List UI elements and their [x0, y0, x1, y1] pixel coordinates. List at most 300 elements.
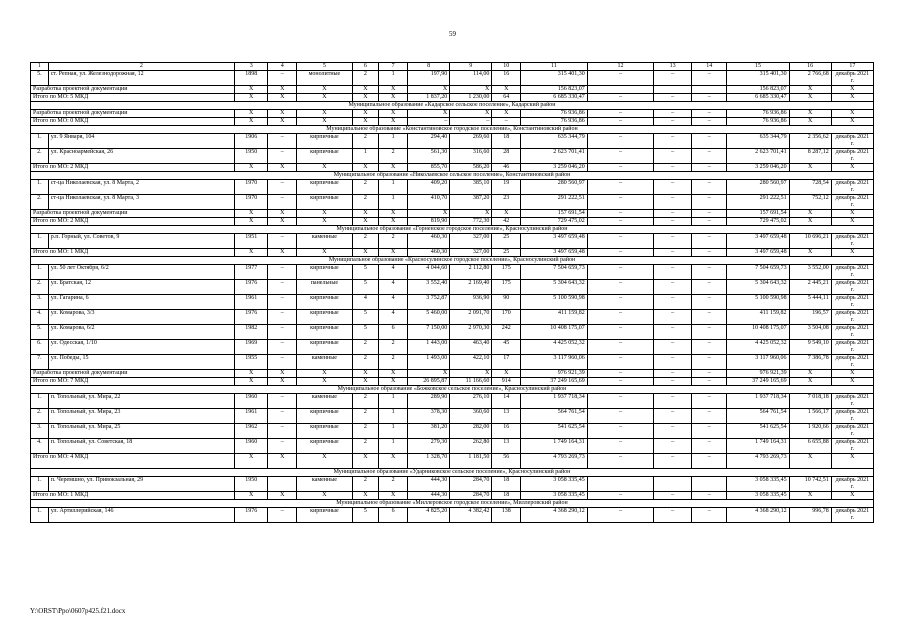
table-cell: 6: [379, 325, 408, 340]
table-cell: 976 921,39: [727, 370, 789, 378]
table-cell: 1970: [235, 195, 268, 210]
table-cell: ст-ца Николаевская, ул. 8 Марта, 2: [48, 180, 234, 195]
table-cell: 2: [352, 340, 379, 355]
table-cell: 280 560,97: [727, 180, 789, 195]
table-cell: –: [587, 454, 654, 469]
table-cell: 1 443,00: [408, 340, 450, 355]
table-cell: –: [691, 134, 726, 149]
table-cell: –: [691, 394, 726, 409]
table-cell: 7.: [31, 355, 49, 370]
municipality-header-row: [31, 386, 874, 394]
building-row: [31, 325, 874, 340]
summary-row: [31, 118, 874, 126]
table-cell: 2.: [31, 280, 49, 295]
summary-row: [31, 110, 874, 118]
table-cell: X: [297, 249, 352, 257]
table-cell: 410,70: [408, 195, 450, 210]
table-cell: 14: [492, 394, 521, 409]
table-cell: ул. 50 лет Октября, 6/2: [48, 265, 234, 280]
table-cell: Разработка проектной документации: [31, 110, 235, 118]
table-cell: X: [789, 164, 831, 172]
table-cell: 3 117 960,06: [521, 355, 588, 370]
table-cell: 6: [379, 508, 408, 523]
table-cell: 157 691,54: [727, 210, 789, 218]
table-cell: 10 408 175,07: [521, 325, 588, 340]
building-row: [31, 134, 874, 149]
table-cell: 175: [492, 280, 521, 295]
table-cell: –: [654, 439, 692, 454]
table-cell: 7 150,00: [408, 325, 450, 340]
table-cell: 242: [492, 325, 521, 340]
table-cell: 561,30: [408, 149, 450, 164]
table-cell: [654, 86, 692, 94]
table-cell: ст-ца Николаевская, ул. 8 Марта, 3: [48, 195, 234, 210]
table-cell: X: [379, 86, 408, 94]
table-cell: 4 425 052,32: [727, 340, 789, 355]
table-cell: 138: [492, 508, 521, 523]
table-cell: X: [831, 110, 873, 118]
table-cell: 936,90: [450, 295, 492, 310]
column-number-cell: 2: [48, 63, 234, 71]
municipality-header-row: [31, 126, 874, 134]
table-cell: 2 623 701,41: [521, 149, 588, 164]
table-cell: 25: [492, 234, 521, 249]
table-cell: 3 259 046,20: [521, 164, 588, 172]
table-cell: X: [789, 218, 831, 226]
table-cell: [654, 477, 692, 492]
table-cell: 1 837,20: [408, 94, 450, 102]
table-cell: X: [379, 110, 408, 118]
table-cell: 37 249 165,69: [727, 378, 789, 386]
municipality-header-row: [31, 102, 874, 110]
table-cell: –: [654, 394, 692, 409]
table-cell: 1 749 164,31: [727, 439, 789, 454]
summary-row: [31, 210, 874, 218]
table-cell: монолитные: [297, 71, 352, 86]
table-cell: X: [831, 378, 873, 386]
table-cell: 3 058 335,45: [521, 477, 588, 492]
table-cell: 564 761,54: [521, 409, 588, 424]
table-cell: –: [654, 492, 692, 500]
column-number-cell: 15: [727, 63, 789, 71]
summary-row: [31, 249, 874, 257]
table-cell: 411 159,82: [727, 310, 789, 325]
table-cell: 1962: [235, 424, 268, 439]
table-cell: п. Топольный, ул. Мира, 25: [48, 424, 234, 439]
table-cell: 23: [492, 195, 521, 210]
table-cell: 4 044,60: [408, 265, 450, 280]
table-cell: 76 936,86: [521, 110, 588, 118]
table-cell: 385,10: [450, 180, 492, 195]
table-cell: X: [235, 378, 268, 386]
table-cell: 772,30: [450, 218, 492, 226]
table-cell: 76 936,86: [727, 110, 789, 118]
table-cell: X: [789, 210, 831, 218]
table-cell: 5: [352, 310, 379, 325]
table-cell: 1898: [235, 71, 268, 86]
table-cell: 3 497 659,48: [727, 234, 789, 249]
table-cell: 291 222,51: [521, 195, 588, 210]
building-row: [31, 195, 874, 210]
municipality-name: Муниципальное образование «Ударниковское сельское поселение», Красносулинский район: [31, 469, 874, 477]
table-cell: 1976: [235, 280, 268, 295]
table-cell: 381,20: [408, 424, 450, 439]
summary-row: [31, 86, 874, 94]
table-cell: 855,70: [408, 164, 450, 172]
table-cell: кирпичные: [297, 180, 352, 195]
table-cell: X: [352, 249, 379, 257]
table-cell: X: [379, 378, 408, 386]
table-cell: X: [379, 454, 408, 469]
table-cell: 5 460,00: [408, 310, 450, 325]
table-cell: –: [691, 118, 726, 126]
table-cell: –: [691, 310, 726, 325]
table-cell: кирпичные: [297, 265, 352, 280]
table-cell: 4 793 269,73: [727, 454, 789, 469]
table-cell: X: [831, 249, 873, 257]
table-cell: 1: [352, 149, 379, 164]
table-cell: –: [654, 195, 692, 210]
table-cell: X: [379, 249, 408, 257]
table-cell: X: [450, 370, 492, 378]
table-cell: X: [268, 86, 297, 94]
table-cell: 5 304 643,32: [727, 280, 789, 295]
table-cell: 1 937 718,34: [521, 394, 588, 409]
table-cell: 10 408 175,07: [727, 325, 789, 340]
table-cell: 5 444,11: [789, 295, 831, 310]
table-cell: 1.: [31, 477, 49, 492]
table-cell: 3 552,00: [789, 265, 831, 280]
table-cell: 2 356,62: [789, 134, 831, 149]
table-cell: –: [691, 439, 726, 454]
table-cell: –: [691, 195, 726, 210]
table-cell: 2 445,21: [789, 280, 831, 295]
building-row: [31, 71, 874, 86]
table-cell: –: [587, 164, 654, 172]
column-number-cell: 7: [379, 63, 408, 71]
table-cell: 1: [379, 180, 408, 195]
table-cell: 1960: [235, 394, 268, 409]
table-cell: декабрь 2021 г.: [831, 508, 873, 523]
table-cell: 2 766,68: [789, 71, 831, 86]
table-cell: –: [691, 424, 726, 439]
table-cell: X: [352, 94, 379, 102]
table-cell: –: [691, 295, 726, 310]
column-number-cell: 4: [268, 63, 297, 71]
table-cell: 2: [352, 355, 379, 370]
table-cell: 1951: [235, 234, 268, 249]
table-cell: X: [352, 86, 379, 94]
column-number-cell: 10: [492, 63, 521, 71]
table-cell: X: [235, 218, 268, 226]
table-cell: 90: [492, 295, 521, 310]
table-cell: X: [268, 492, 297, 500]
table-cell: 7 386,78: [789, 355, 831, 370]
summary-row: [31, 492, 874, 500]
table-cell: [587, 477, 654, 492]
municipality-name: Муниципальное образование «Красносулинское городское поселение», Красносулинский район: [31, 257, 874, 265]
table-cell: X: [297, 118, 352, 126]
table-cell: X: [268, 218, 297, 226]
table-cell: 6 685 330,47: [521, 94, 588, 102]
table-cell: X: [789, 378, 831, 386]
table-cell: 2: [352, 134, 379, 149]
table-cell: –: [691, 409, 726, 424]
table-cell: 752,12: [789, 195, 831, 210]
table-cell: 4: [379, 265, 408, 280]
table-cell: –: [654, 218, 692, 226]
table-cell: 1960: [235, 439, 268, 454]
table-cell: декабрь 2021 г.: [831, 134, 873, 149]
summary-row: [31, 164, 874, 172]
table-cell: 1950: [235, 149, 268, 164]
column-number-cell: 12: [587, 63, 654, 71]
table-cell: декабрь 2021 г.: [831, 424, 873, 439]
table-cell: [268, 477, 297, 492]
table-cell: [691, 477, 726, 492]
municipality-name: Муниципальное образование «Кадарское сельское поселение», Кадарский район: [31, 102, 874, 110]
table-cell: X: [297, 110, 352, 118]
table-cell: X: [492, 86, 521, 94]
table-cell: 8 287,12: [789, 149, 831, 164]
table-cell: 284,70: [450, 492, 492, 500]
table-cell: –: [691, 508, 726, 523]
table-cell: X: [297, 210, 352, 218]
table-cell: 564 761,54: [727, 409, 789, 424]
table-cell: 289,90: [408, 394, 450, 409]
table-cell: 3 497 659,48: [521, 249, 588, 257]
table-cell: 2: [379, 149, 408, 164]
table-cell: 3.: [31, 295, 49, 310]
table-cell: кирпичные: [297, 295, 352, 310]
table-cell: декабрь 2021 г.: [831, 265, 873, 280]
building-row: [31, 310, 874, 325]
file-path-footer: Y:\ORST\Ppo\0607p425.f21.docx: [30, 607, 126, 615]
table-cell: X: [450, 86, 492, 94]
table-cell: 114,00: [450, 71, 492, 86]
table-cell: 1969: [235, 340, 268, 355]
table-cell: 635 344,79: [727, 134, 789, 149]
table-cell: X: [450, 110, 492, 118]
table-cell: –: [587, 134, 654, 149]
municipality-name: Муниципальное образование «Божковское сельское поселение», Красносулинский район: [31, 386, 874, 394]
table-cell: –: [268, 325, 297, 340]
table-cell: –: [654, 94, 692, 102]
table-cell: 1906: [235, 134, 268, 149]
table-cell: –: [691, 340, 726, 355]
table-cell: 1977: [235, 265, 268, 280]
table-cell: 6 655,88: [789, 439, 831, 454]
table-cell: 1.: [31, 234, 49, 249]
table-cell: –: [654, 210, 692, 218]
table-cell: X: [379, 370, 408, 378]
table-cell: X: [268, 164, 297, 172]
table-cell: X: [268, 110, 297, 118]
table-cell: 728,54: [789, 180, 831, 195]
table-cell: Итого по МО: 1 МКД: [31, 249, 235, 257]
table-cell: X: [352, 118, 379, 126]
column-number-cell: 1: [31, 63, 49, 71]
table-cell: –: [268, 195, 297, 210]
table-cell: –: [691, 454, 726, 469]
table-cell: X: [831, 118, 873, 126]
table-cell: 1 328,70: [408, 454, 450, 469]
table-cell: 819,90: [408, 218, 450, 226]
table-cell: –: [654, 280, 692, 295]
table-cell: –: [268, 234, 297, 249]
table-cell: –: [691, 164, 726, 172]
table-cell: –: [587, 280, 654, 295]
table-cell: 1: [379, 394, 408, 409]
building-row: [31, 477, 874, 492]
table-cell: 279,30: [408, 439, 450, 454]
table-cell: –: [654, 265, 692, 280]
table-cell: 2 112,80: [450, 265, 492, 280]
table-cell: 37 249 165,69: [521, 378, 588, 386]
table-cell: 2 623 701,41: [727, 149, 789, 164]
table-cell: каменные: [297, 234, 352, 249]
table-cell: –: [691, 249, 726, 257]
table-cell: –: [691, 378, 726, 386]
table-cell: X: [235, 94, 268, 102]
table-cell: 25: [492, 249, 521, 257]
table-cell: Итого по МО: 1 МКД: [31, 492, 235, 500]
table-cell: 294,40: [408, 134, 450, 149]
table-cell: п. Черемшно, ул. Привокзальная, 29: [48, 477, 234, 492]
table-cell: декабрь 2021 г.: [831, 280, 873, 295]
table-cell: 42: [492, 218, 521, 226]
table-cell: X: [831, 370, 873, 378]
column-number-cell: 9: [450, 63, 492, 71]
table-cell: декабрь 2021 г.: [831, 477, 873, 492]
table-cell: Разработка проектной документации: [31, 210, 235, 218]
column-number-cell: 3: [235, 63, 268, 71]
table-cell: 315 401,30: [521, 71, 588, 86]
table-cell: 1976: [235, 310, 268, 325]
table-cell: –: [450, 118, 492, 126]
table-cell: 3 497 659,48: [727, 249, 789, 257]
table-cell: –: [587, 409, 654, 424]
table-cell: X: [268, 118, 297, 126]
table-cell: 18: [492, 134, 521, 149]
table-cell: X: [235, 118, 268, 126]
table-cell: 586,20: [450, 164, 492, 172]
table-cell: [691, 86, 726, 94]
table-cell: 157 691,54: [521, 210, 588, 218]
table-cell: X: [235, 370, 268, 378]
table-cell: 5: [352, 325, 379, 340]
table-cell: 1: [379, 439, 408, 454]
table-cell: X: [831, 218, 873, 226]
table-cell: 6.: [31, 340, 49, 355]
table-cell: декабрь 2021 г.: [831, 439, 873, 454]
table-cell: Итого по МО: 7 МКД: [31, 378, 235, 386]
column-number-cell: 16: [789, 63, 831, 71]
table-cell: –: [691, 370, 726, 378]
building-row: [31, 280, 874, 295]
table-cell: X: [408, 210, 450, 218]
table-cell: кирпичные: [297, 195, 352, 210]
table-cell: X: [450, 210, 492, 218]
table-cell: –: [408, 118, 450, 126]
table-cell: декабрь 2021 г.: [831, 149, 873, 164]
table-cell: 996,78: [789, 508, 831, 523]
table-cell: X: [789, 86, 831, 94]
table-cell: X: [352, 218, 379, 226]
table-cell: 11 166,60: [450, 378, 492, 386]
table-cell: 13: [492, 409, 521, 424]
table-cell: X: [831, 94, 873, 102]
table-cell: X: [352, 378, 379, 386]
table-cell: п. Топольный, ул. Советская, 18: [48, 439, 234, 454]
repair-program-table: [30, 62, 874, 523]
table-cell: X: [789, 370, 831, 378]
table-cell: –: [691, 355, 726, 370]
table-cell: –: [654, 424, 692, 439]
summary-row: [31, 454, 874, 469]
table-cell: X: [235, 110, 268, 118]
table-cell: –: [268, 134, 297, 149]
table-cell: кирпичные: [297, 424, 352, 439]
table-cell: 76 936,86: [521, 118, 588, 126]
table-cell: X: [379, 492, 408, 500]
table-cell: декабрь 2021 г.: [831, 195, 873, 210]
table-cell: –: [654, 454, 692, 469]
table-cell: 1961: [235, 295, 268, 310]
table-cell: –: [654, 508, 692, 523]
table-cell: ул. Комарова, 6/2: [48, 325, 234, 340]
table-cell: –: [654, 234, 692, 249]
column-number-cell: 13: [654, 63, 692, 71]
building-row: [31, 424, 874, 439]
table-cell: ул. Комарова, 3/3: [48, 310, 234, 325]
table-cell: X: [492, 110, 521, 118]
table-cell: –: [268, 265, 297, 280]
table-cell: 1950: [235, 477, 268, 492]
table-cell: –: [587, 325, 654, 340]
table-cell: 3 058 335,45: [521, 492, 588, 500]
table-cell: декабрь 2021 г.: [831, 234, 873, 249]
table-cell: –: [654, 71, 692, 86]
table-cell: X: [297, 218, 352, 226]
table-cell: –: [587, 355, 654, 370]
table-cell: декабрь 2021 г.: [831, 180, 873, 195]
table-cell: 7 504 659,73: [521, 265, 588, 280]
table-cell: п. Топольный, ул. Мира, 23: [48, 409, 234, 424]
table-cell: X: [297, 370, 352, 378]
table-cell: –: [587, 234, 654, 249]
table-cell: 2: [379, 477, 408, 492]
table-cell: 3 117 960,06: [727, 355, 789, 370]
table-cell: 197,90: [408, 71, 450, 86]
table-cell: [587, 86, 654, 94]
table-cell: –: [268, 394, 297, 409]
table-cell: X: [379, 118, 408, 126]
table-cell: 5.: [31, 325, 49, 340]
table-cell: декабрь 2021 г.: [831, 355, 873, 370]
table-cell: кирпичные: [297, 409, 352, 424]
table-cell: 13: [492, 439, 521, 454]
building-row: [31, 409, 874, 424]
table-cell: 2: [352, 195, 379, 210]
table-cell: –: [654, 370, 692, 378]
table-cell: X: [379, 164, 408, 172]
table-cell: –: [691, 180, 726, 195]
table-cell: –: [268, 180, 297, 195]
table-cell: X: [297, 164, 352, 172]
building-row: [31, 439, 874, 454]
building-row: [31, 508, 874, 523]
